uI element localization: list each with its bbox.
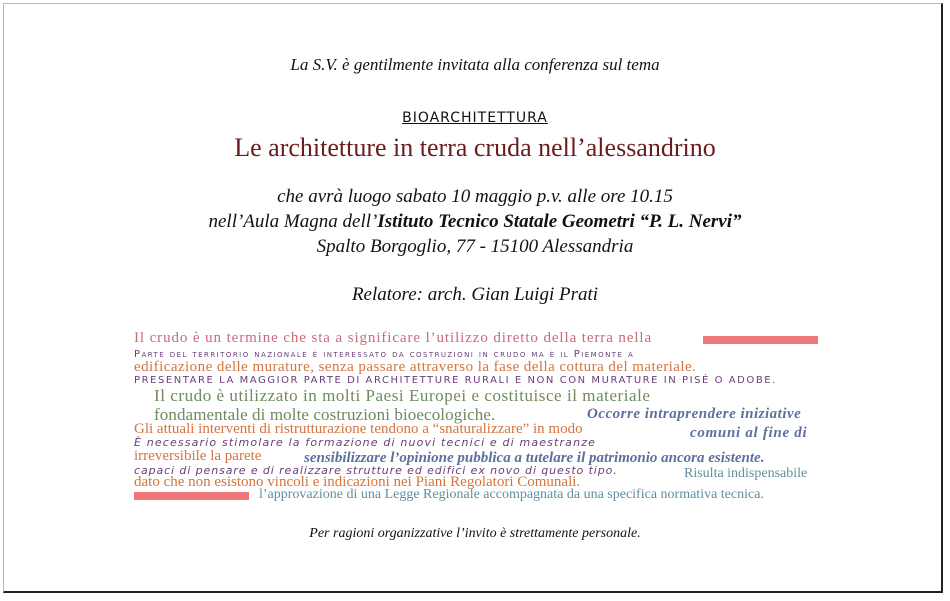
date-line: che avrà luogo sabato 10 maggio p.v. alle ore 10.15 bbox=[277, 186, 673, 207]
collage-line-12: l’approvazione di una Legge Regionale accompagnata da una specifica normativa tecnica. bbox=[259, 487, 764, 502]
collage-line-7: Gli attuali interventi di ristrutturazione tendono a “snaturalizzare” in modo bbox=[134, 421, 583, 437]
collage-line-8: È necessario stimolare la formazione di nuovi tecnici e di maestranze bbox=[134, 436, 597, 449]
collage-line-9: irreversibile la parete bbox=[134, 448, 262, 464]
invite-line: La S.V. è gentilmente invitata alla conferenza sul tema bbox=[290, 55, 660, 74]
collage-line-4: PRESENTARE LA MAGGIOR PARTE DI ARCHITETTURE RURALI E NON CON MURATURE IN PISÉ O ADOBE. bbox=[134, 375, 777, 386]
decorative-bar-top bbox=[703, 336, 818, 344]
collage-line-11: dato che non esistono vincoli e indicazioni nei Piani Regolatori Comunali. bbox=[134, 474, 581, 490]
collage-line-7b: comuni al fine di bbox=[690, 425, 808, 441]
decorative-bar-bottom bbox=[134, 492, 249, 500]
collage-line-2: Parte del territorio nazionale è interessato da costruzioni in crudo ma è il Piemonte a bbox=[134, 349, 635, 360]
collage-line-6b: Occorre intraprendere iniziative bbox=[587, 406, 802, 422]
speaker-line: Relatore: arch. Gian Luigi Prati bbox=[351, 284, 599, 305]
address-line: Spalto Borgoglio, 77 - 15100 Alessandria bbox=[316, 236, 634, 257]
collage-line-6: fondamentale di molte costruzioni bioecologiche. bbox=[154, 405, 496, 424]
collage-line-10: capaci di pensare e di realizzare strutture ed edifici ex novo di questo tipo. bbox=[134, 464, 618, 477]
topic-heading: BIOARCHITETTURA bbox=[402, 110, 548, 126]
venue-line bbox=[0, 211, 950, 233]
conference-title: Le architetture in terra cruda nell’alessandrino bbox=[234, 133, 716, 162]
collage-line-9b: sensibilizzare l’opinione pubblica a tutelare il patrimonio ancora esistente. bbox=[304, 450, 765, 466]
collage-line-10b: Risulta indispensabile bbox=[684, 466, 808, 481]
collage-line-1: Il crudo è un termine che sta a significare l’utilizzo diretto della terra nella bbox=[134, 330, 653, 346]
venue-prefix: nell’Aula Magna dell’ bbox=[208, 211, 378, 232]
footer-note: Per ragioni organizzative l’invito è strettamente personale. bbox=[309, 526, 641, 541]
collage-line-3: edificazione delle murature, senza passare attraverso la fase della cottura del materiale. bbox=[134, 359, 697, 375]
collage-line-5: Il crudo è utilizzato in molti Paesi Europei e costituisce il materiale bbox=[154, 386, 651, 405]
venue-institute: Istituto Tecnico Statale Geometri “P. L. Nervi” bbox=[377, 211, 742, 232]
